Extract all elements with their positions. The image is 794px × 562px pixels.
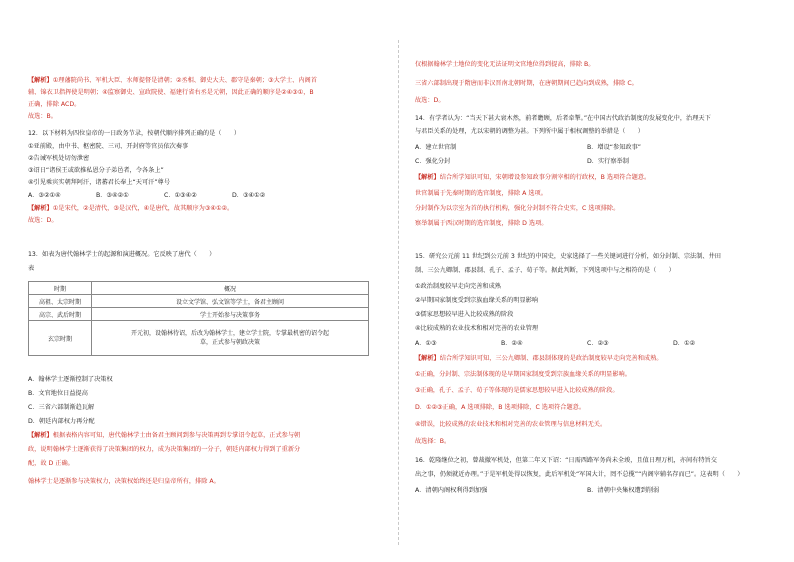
q14-option-a: A．建立世官制 [415, 144, 457, 151]
q14-option-b: B．增设“参知政事” [587, 144, 641, 151]
q11-analysis-line-3: 正确，排除 ACD。 [28, 101, 81, 108]
q12-analysis: 【解析】①是宋代，②是清代，③是汉代，④是唐代，故其顺序为③④①②。 [28, 205, 234, 212]
q14-option-d: D．实行察举制 [587, 158, 629, 165]
q15-option-d: D．①② [673, 340, 696, 347]
q15-option-b: B．②④ [501, 340, 523, 347]
q13-option-d: D．朝廷内部权力再分配 [28, 418, 95, 425]
q11-analysis-line-2: 辅、锦衣卫指挥使是明朝；④监察御史、宣政院使、福建行省右丞是元朝，因此正确的顺序是②④③①，B [28, 89, 314, 96]
q12-option-a: A．③②①④ [28, 192, 61, 199]
q13-analysis-line-2: 政，说明翰林学士逐渐获得了决策集团的权力，成为决策集团的一分子，朝廷内部权力得到了重新分 [28, 446, 301, 453]
q14-analysis-line-4: 察举制属于西汉时期的选官制度，排除 D 选项。 [415, 220, 548, 227]
q12-answer: 故选：D。 [28, 217, 58, 224]
q14-stem-line-2: 与君臣关系的处理，尤以宋朝的调整为甚。下列所中属于相权调整的举措是（ ） [415, 128, 644, 135]
q13-option-b: B．文官地位日益提高 [28, 390, 88, 397]
q12-item-2: ②告诫军机处切勿泄密 [28, 155, 90, 162]
q15-analysis-line-4: D．①②③正确，A 选项排除，B 选项排除，C 选项符合题意。 [415, 404, 586, 411]
q15-item-2: ②早期国家制度受到宗族血缘关系的明显影响 [415, 297, 539, 304]
q15-analysis-line-5: ④错误，比较成熟的农业技术和相对完善的农业管理与信息材料无关。 [415, 421, 607, 428]
carryover-line-1: 仅根据翰林学士地位的变化无法证明文官地位得到提高，排除 B。 [415, 61, 595, 68]
table-cell-period: 玄宗时期 [29, 321, 92, 356]
q15-item-3: ③儒家思想较早进入比较成熟的阶段 [415, 311, 514, 318]
q14-option-c: C．强化分封 [415, 158, 451, 165]
q13-stem: 13．如表为唐代翰林学士的起源和演进概况。它反映了唐代（ ） [28, 251, 216, 258]
q13-analysis-line-3: 配，故 D 正确。 [28, 460, 74, 467]
q12-option-c: C．①③④② [164, 192, 197, 199]
table-row [29, 321, 369, 356]
carryover-line-2: 三省六部制出现于隋唐而非汉晋南北朝时期，在唐朝期间已趋向到成熟，排除 C。 [415, 80, 638, 87]
table-header-cell: 时期 [29, 282, 92, 295]
q15-analysis-line-3: ③正确，孔子、孟子、荀子等体现的是儒家思想较早进入比较成熟的阶段。 [415, 387, 619, 394]
q12-item-1: ①亚前殿，由中书、枢密院、三司、开封府等官员依次奏事 [28, 143, 189, 150]
table-cell-desc: 开元初，设翰林待诏，后改为翰林学士，建立学士院，专掌最机密的诏令起 草，正式参与朝政决策 [92, 321, 369, 356]
q14-analysis-line-3: 分封制作为以宗室为首的执行机构，强化分封制不符合史实，C 选项排除。 [415, 205, 620, 212]
q14-stem-line-1: 14．有学者认为：“当天下甚大衰木然，前者瞻顾，后者牵掣。”在中国古代政治制度的发展变化中，治理天下 [415, 115, 711, 122]
q15-option-a: A．①③ [415, 340, 437, 347]
q16-stem-line-1: 16．乾隆继位之初，曾裁撤军机处，但第二年又下诏：“日需西路军务尚未全竣，且值日理万机，亦间有特旨交 [415, 457, 717, 464]
q15-stem-line-1: 15．研究公元前 11 世纪到公元前 3 世纪的中国史，史家选择了一些关键词进行分析，如分封制、宗法制、井田 [415, 253, 721, 260]
q15-analysis-line-2: ①正确，分封制、宗法制体现的是早期国家制度受到宗族血缘关系的明显影响。 [415, 371, 631, 378]
q13-option-c: C．三省六部制渐趋瓦解 [28, 404, 95, 411]
q13-analysis-line-1: 【解析】根据表格内容可知，唐代翰林学士由备君主顾问到参与决策再到专掌诏令起草，正式参与朝 [28, 432, 301, 439]
q11-answer: 故选：B。 [28, 113, 57, 120]
column-divider [398, 40, 399, 545]
table-row [29, 308, 369, 321]
q16-stem-line-2: 出之事，仍须就近办理。”于是军机处得以恢复，此后军机处“军国大计，罔不总揽”“内阁宰辅名存而已”。这表明（ ） [415, 471, 744, 478]
q12-item-4: ④引见乘宾实朝拜阿汗，诸蕃君长奉上“天可汗”尊号 [28, 179, 170, 186]
q15-item-4: ④比较成熟的农业技术和相对完善的农业管理 [415, 325, 539, 332]
q12-option-b: B．③④②① [96, 192, 129, 199]
q13-table-label: 表 [28, 265, 35, 272]
table-header-cell: 概况 [92, 282, 369, 295]
q13-analysis-extra: 翰林学士是逐渐参与决策权力，决策权始终还是归皇帝所有，排除 A。 [28, 478, 220, 485]
q15-option-c: C．②③ [587, 340, 609, 347]
q15-answer: 故选择：B。 [415, 438, 451, 445]
q13-option-a: A．翰林学士逐渐控制了决策权 [28, 376, 113, 383]
q13-table [28, 281, 369, 356]
q14-analysis-line-2: 世官制属于先秦时期的选官制度，排除 A 选项。 [415, 190, 547, 197]
q14-analysis-line-1: 【解析】结合所学知识可知，宋朝增设参知政事分割宰相的行政权，B 选项符合题意。 [415, 174, 651, 181]
q15-analysis-line-1: 【解析】结合所学知识可知，三公九卿制、郡县制体现的是政治制度较早走向完善和成熟。 [415, 355, 663, 362]
table-row [29, 295, 369, 308]
q16-option-a: A．清朝内阁权利得到加强 [415, 487, 488, 494]
table-header-row [29, 282, 369, 295]
q15-item-1: ①政治制度较早走向完善和成熟 [415, 283, 501, 290]
table-cell-desc: 设立文学馆、弘文馆等学士，备君主顾问 [92, 295, 369, 308]
q15-stem-line-2: 制、三公九卿制、郡县制、孔子、孟子、荀子等。据此判断，下列选项中与之相符的是（ ） [415, 267, 675, 274]
q12-stem: 12．以下材料为四位皇帝的一日政务节录，按朝代顺序排列正确的是（ ） [28, 130, 241, 137]
table-cell-period: 高宗、武后时期 [29, 308, 92, 321]
analysis-tag: 【解析】 [28, 77, 53, 84]
q12-option-d: D．③④①② [232, 192, 266, 199]
table-cell-period: 高祖、太宗时期 [29, 295, 92, 308]
table-cell-desc: 学士开始参与决策事务 [92, 308, 369, 321]
q11-analysis-line-1: 【解析】①理藩院尚书、军机大臣、水师提督是清朝；②丞相、御史大夫、郡守是秦朝；③大学士、内阁首 [28, 77, 317, 84]
q16-option-b: B．清朝中央集权遭到削弱 [587, 487, 660, 494]
q12-item-3: ③诏日“诸侯王或欲推私恩分子弟邑者，令各条上” [28, 167, 164, 174]
carryover-answer: 故选：D。 [415, 97, 445, 104]
